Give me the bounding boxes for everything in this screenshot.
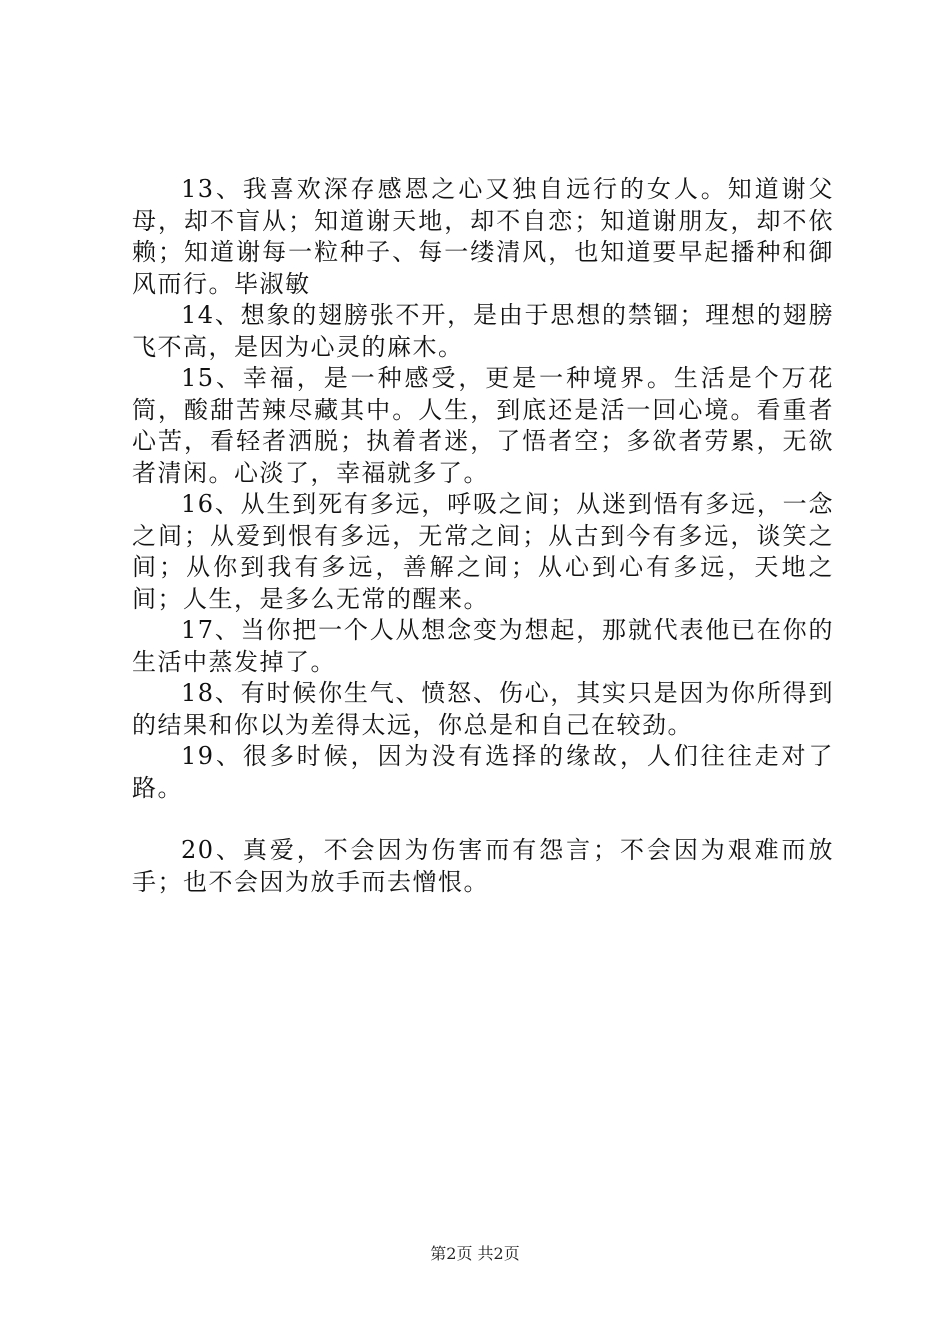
- page-number-label: 第2页 共2页: [430, 1244, 520, 1263]
- paragraph-20: 20、真爱，不会因为伤害而有怨言；不会因为艰难而放手；也不会因为放手而去憎恨。: [132, 836, 834, 896]
- paragraph-13: 13、我喜欢深存感恩之心又独自远行的女人。知道谢父母，却不盲从；知道谢天地，却不自恋；知道谢朋友，却不依赖；知道谢每一粒种子、每一缕清风，也知道要早起播种和御风而行。毕淑敏: [132, 175, 834, 298]
- paragraph-16: 16、从生到死有多远，呼吸之间；从迷到悟有多远，一念之间；从爱到恨有多远，无常之间；从古到今有多远，谈笑之间；从你到我有多远，善解之间；从心到心有多远，天地之间；人生，是多么无常的醒来。: [132, 490, 834, 613]
- paragraph-17: 17、当你把一个人从想念变为想起，那就代表他已在你的生活中蒸发掉了。: [132, 616, 834, 676]
- page-footer: [0, 1244, 950, 1264]
- paragraph-19: 19、很多时候，因为没有选择的缘故，人们往往走对了路。: [132, 742, 834, 802]
- paragraph-18: 18、有时候你生气、愤怒、伤心，其实只是因为你所得到的结果和你以为差得太远，你总是和自己在较劲。: [132, 679, 834, 739]
- paragraph-14: 14、想象的翅膀张不开，是由于思想的禁锢；理想的翅膀飞不高，是因为心灵的麻木。: [132, 301, 834, 361]
- document-body: [132, 174, 834, 898]
- paragraph-15: 15、幸福，是一种感受，更是一种境界。生活是个万花筒，酸甜苦辣尽藏其中。人生，到底还是活一回心境。看重者心苦，看轻者洒脱；执着者迷，了悟者空；多欲者劳累，无欲者清闲。心淡了，幸福就多了。: [132, 364, 834, 487]
